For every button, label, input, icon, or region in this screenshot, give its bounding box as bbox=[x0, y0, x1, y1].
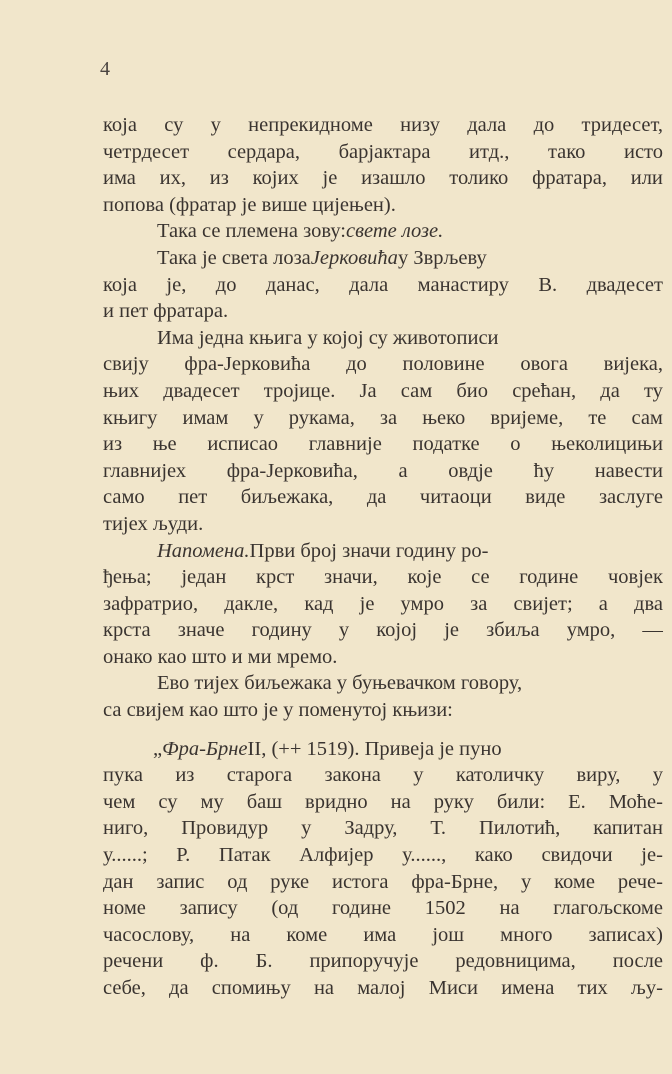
page-number: 4 bbox=[100, 58, 110, 80]
body-text bbox=[103, 112, 663, 1002]
emphasis: свете лозе. bbox=[346, 220, 444, 243]
text-line: из ње исписао главније податке о њеколицињи bbox=[103, 433, 663, 456]
text-line: и пет фратара. bbox=[103, 300, 229, 323]
text-line: свију фра-Јерковића до половине овога вијека, bbox=[103, 353, 663, 376]
text-line: номе запису (од године 1502 на глагољскоме bbox=[103, 897, 663, 920]
text-line: Напомена. Први број значи годину ро- bbox=[103, 538, 663, 565]
text-line: ђења; један крст значи, које се године човјек bbox=[103, 566, 663, 589]
text-line: речени ф. Б. припоручује редовницима, после bbox=[103, 950, 663, 973]
text-line: Има једна књига у којој су животописи bbox=[157, 326, 499, 349]
text-line: попова (фратар је више цијењен). bbox=[103, 193, 396, 216]
text-line: себе, да спомињу на малој Миси имена тих љу- bbox=[103, 977, 663, 999]
text-line: књигу имам у рукама, за њеко вријеме, те сам bbox=[103, 406, 663, 429]
text-line: Ево тијех биљежака у буњевачком говору, bbox=[157, 672, 523, 695]
text-line: дан запис од руке истога фра-Брне, у коме рече- bbox=[103, 870, 663, 893]
text-line: са свијем као што је у поменутој књизи: bbox=[103, 699, 453, 722]
emphasis: Фра-Брне bbox=[162, 737, 248, 760]
text-line: Така је света лоза Јерковића у Зврљеву bbox=[103, 245, 663, 272]
text-line: која су у непрекидноме низу дала до тридесет, bbox=[103, 114, 663, 136]
text-line: има их, из којих је изашло толико фратара, или bbox=[103, 167, 663, 190]
text-line: зафратрио, дакле, кад је умро за свијет; а два bbox=[103, 592, 663, 615]
text-line: часослову, на коме има још много записах) bbox=[103, 923, 663, 946]
text-line: која је, до данас, дала манастиру В. двадесет bbox=[103, 273, 663, 296]
text-line: тијех људи. bbox=[103, 512, 204, 535]
emphasis: Напомена. bbox=[157, 539, 250, 562]
text-line: пука из старога закона у католичку виру, у bbox=[103, 764, 663, 787]
text-line: ниго, Провидур у Задру, Т. Пилотић, капитан bbox=[103, 817, 663, 840]
text-line: „ Фра-Брне II, (++ 1519). Привеја је пуно bbox=[103, 736, 663, 763]
text-line: у......; Р. Патак Алфијер у......, како свидочи је- bbox=[103, 844, 663, 867]
text-line: онако као што и ми мремо. bbox=[103, 645, 338, 668]
text-line: крста значе годину у којој је збиља умро, — bbox=[103, 619, 663, 642]
emphasis: Јерковића bbox=[310, 246, 398, 269]
text-line: главнијех фра-Јерковића, а овдје ћу навести bbox=[103, 459, 663, 482]
text-line: четрдесет сердара, барјактара итд., тако исто bbox=[103, 140, 663, 163]
text-line: само пет биљежака, да читаоци виде заслуге bbox=[103, 486, 663, 509]
text-line: Така се племена зову: свете лозе. bbox=[103, 218, 663, 245]
text-line: њих двадесет тројице. Ја сам био срећан, да ту bbox=[103, 379, 663, 402]
text-line: чем су му баш вридно на руку били: Е. Моће- bbox=[103, 790, 663, 813]
